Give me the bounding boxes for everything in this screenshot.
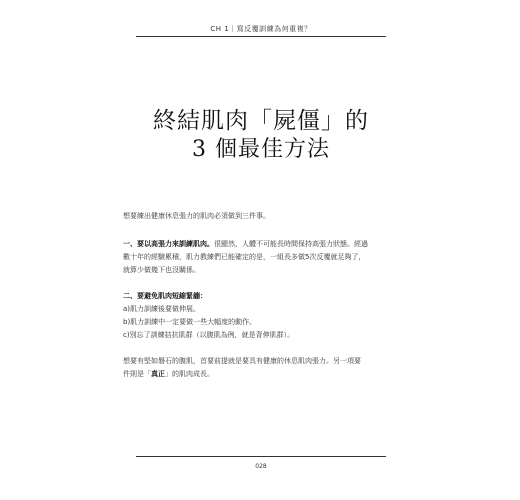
point-two-item-b: b)肌力訓練中一定要做一些大幅度的動作。 — [123, 318, 257, 326]
footer-rule — [136, 456, 386, 457]
closing-line-2-suffix: 」的肌肉成長。 — [165, 370, 214, 378]
intro-paragraph: 想要練出健康休息張力的肌肉必須做到三件事。 — [123, 212, 270, 220]
closing-line-2 — [123, 368, 393, 381]
point-one-line-1 — [123, 238, 393, 251]
point-one-line-2: 數十年的經驗累積，肌力教練們已能確定的是，一組長多做5次反覆就足夠了， — [123, 253, 366, 261]
chapter-title-line-2: 3 個最佳方法 — [192, 137, 330, 162]
header-rule — [136, 36, 386, 37]
closing-emphasis: 真正 — [151, 370, 165, 378]
point-one-line-1-text: 很顯然，人體不可能長時間保持高張力狀態。經過 — [214, 240, 368, 248]
closing-line-1: 想要有堅如磐石的腹肌，首要前提就是要具有健康的休息肌肉張力。另一項要 — [123, 357, 361, 365]
point-two-item-a: a)肌力訓練後要做伸展。 — [123, 305, 201, 313]
point-two-heading: 二、要避免肌肉短縮緊繃： — [123, 292, 207, 300]
page-number: 028 — [255, 463, 267, 470]
point-one-line-3: 就算少做幾下也沒關係。 — [123, 266, 200, 274]
chapter-title-line-1: 終結肌肉「屍僵」的 — [153, 108, 369, 134]
running-head: CH 1｜寫反覆訓練為何重複？ — [210, 25, 312, 33]
point-one-lead: 一、要以高張力來訓練肌肉。 — [123, 240, 214, 248]
point-two-item-c: c)別忘了訓練拮抗肌群（以腹肌為例，就是背伸肌群）。 — [123, 331, 295, 339]
closing-line-2-prefix: 件則是「 — [123, 370, 151, 378]
